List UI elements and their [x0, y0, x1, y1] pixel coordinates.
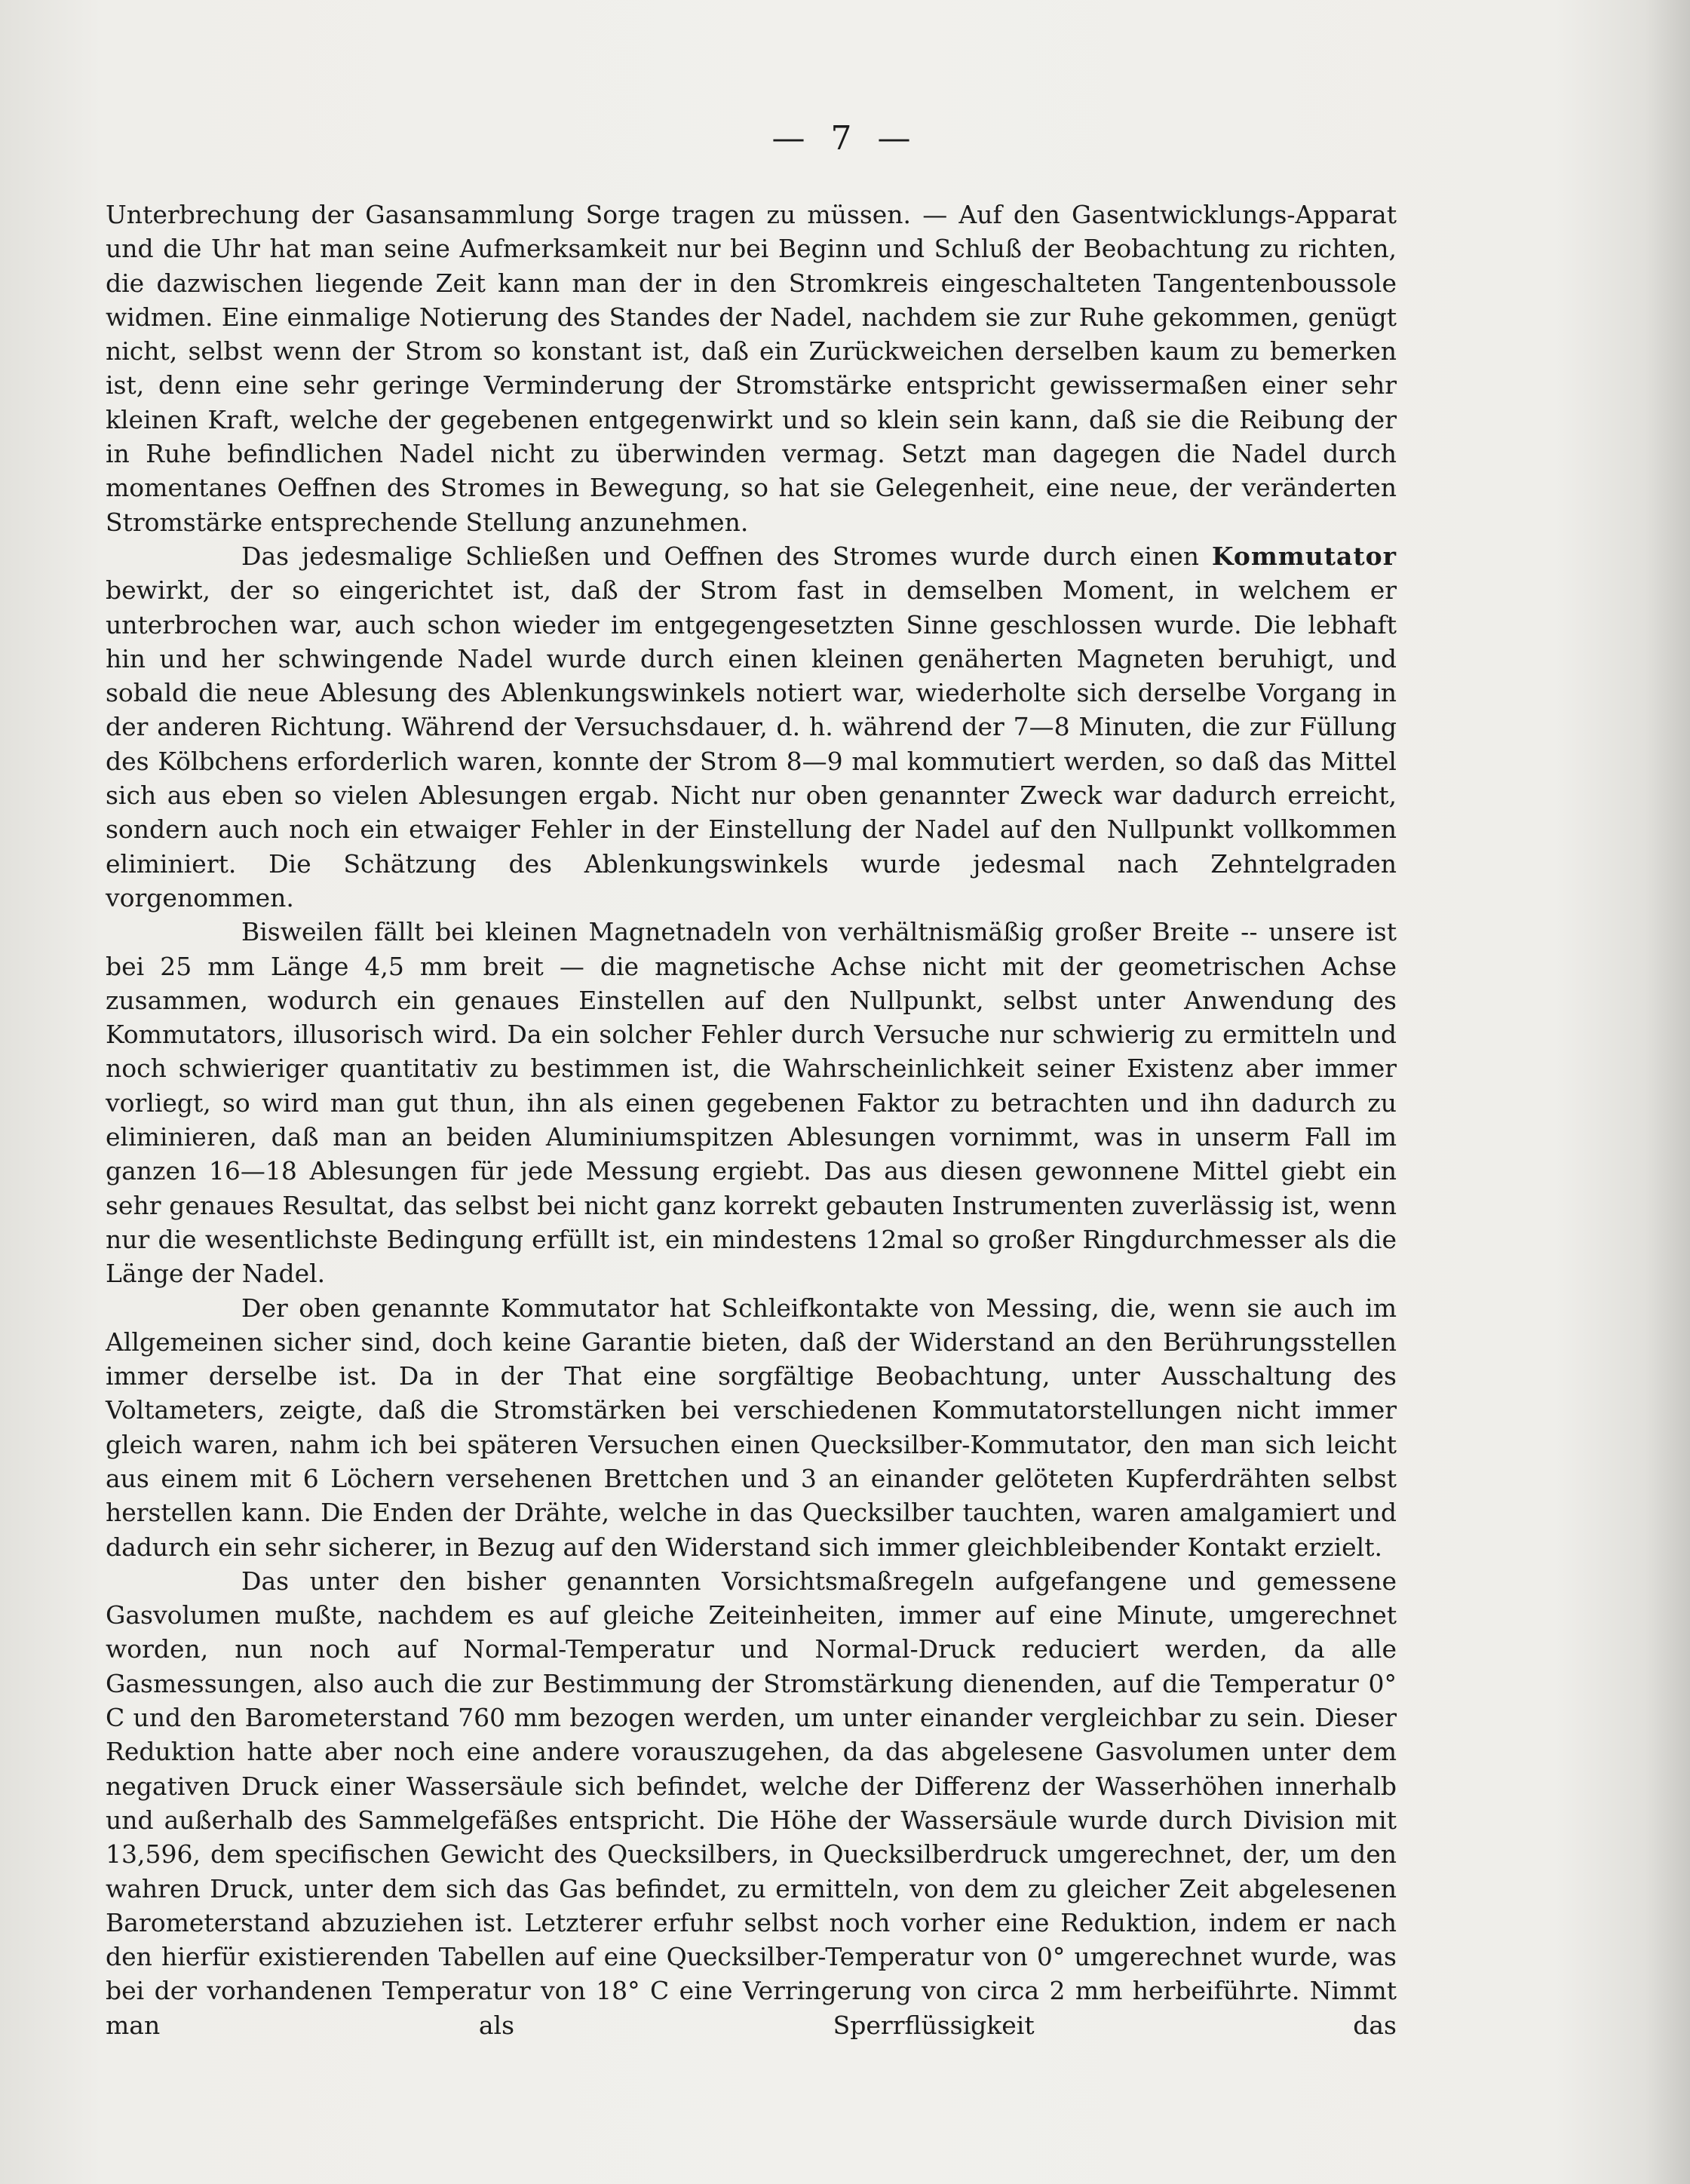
paragraph-2-rest: bewirkt, der so eingerichtet ist, daß der Strom fast in demselben Moment, in welchem er unterbrochen war, auch schon wieder im entgegengesetzten Sinne geschlossen wurde. Die lebhaft hin und her schwingende Nadel wurde durch einen kleinen genäherten Magneten beruhigt, und sobald die neue Ablesung des Ablenkungswinkels notiert war, wiederholte sich derselbe Vorgang in der anderen Richtung. Während der Versuchsdauer, d. h. während der 7—8 Minuten, die zur Füllung des Kölbchens erforderlich waren, konnte der Strom 8—9 mal kommutiert werden, so daß das Mittel sich aus eben so vielen Ablesungen ergab. Nicht nur oben genannter Zweck war dadurch erreicht, sondern auch noch ein etwaiger Fehler in der Einstellung der Nadel auf den Nullpunkt vollkommen eliminiert. Die Schätzung des Ablenkungswinkels wurde jedesmal nach Zehntelgraden vorgenommen. — [106, 575, 1397, 913]
paragraph-3: Bisweilen fällt bei kleinen Magnetnadeln von verhältnismäßig großer Breite -- unsere ist bei 25 mm Länge 4,5 mm breit — die magnetische Achse nicht mit der geometrischen Achse zusammen, wodurch ein genaues Einstellen auf den Nullpunkt, selbst unter Anwendung des Kommutators, illusorisch wird. Da ein solcher Fehler durch Versuche nur schwierig zu ermitteln und noch schwieriger quantitativ zu bestimmen ist, die Wahrscheinlichkeit seiner Existenz aber immer vorliegt, so wird man gut thun, ihn als einen gegebenen Faktor zu betrachten und ihn dadurch zu eliminieren, daß man an beiden Aluminiumspitzen Ablesungen vornimmt, was in unserm Fall im ganzen 16—18 Ablesungen für jede Messung ergiebt. Das aus diesen gewonnene Mittel giebt ein sehr genaues Resultat, das selbst bei nicht ganz korrekt gebauten Instrumenten zuverlässig ist, wenn nur die wesentlichste Bedingung erfüllt ist, ein mindestens 12mal so großer Ringdurchmesser als die Länge der Nadel. — [106, 917, 1397, 1289]
page-number: — 7 — — [771, 119, 919, 158]
paragraph-2-start: Das jedesmalige Schließen und Oeffnen des Stromes wurde durch einen — [241, 541, 1199, 571]
paragraph-2 — [106, 539, 1397, 915]
term-kommutator: Kommutator — [1211, 541, 1397, 571]
paragraph-5: Das unter den bisher genannten Vorsichtsmaßregeln aufgefangene und gemessene Gasvolumen mußte, nachdem es auf gleiche Zeiteinheiten, immer auf eine Minute, umgerechnet worden, nun noch auf Normal-Temperatur und Normal-Druck reduciert werden, da alle Gasmessungen, also auch die zur Bestimmung der Stromstärkung dienenden, auf die Temperatur 0° C und den Barometerstand 760 mm bezogen werden, um unter einander vergleichbar zu sein. Dieser Reduktion hatte aber noch eine andere vorauszugehen, da das abgelesene Gasvolumen unter dem negativen Druck einer Wassersäule sich befindet, welche der Differenz der Wasserhöhen innerhalb und außerhalb des Sammelgefäßes entspricht. Die Höhe der Wassersäule wurde durch Division mit 13,596, dem specifischen Gewicht des Quecksilbers, in Quecksilberdruck umgerechnet, der, um den wahren Druck, unter dem sich das Gas befindet, zu ermitteln, von dem zu gleicher Zeit abgelesenen Barometerstand abzuziehen ist. Letzterer erfuhr selbst noch vorher eine Reduktion, indem er nach den hierfür existierenden Tabellen auf eine Quecksilber-Temperatur von 0° umgerechnet wurde, was bei der vorhandenen Temperatur von 18° C eine Verringerung von circa 2 mm herbeiführte. Nimmt man als Sperrflüssigkeit das — [106, 1566, 1397, 2040]
body-text — [106, 198, 1397, 2042]
page-edge-shadow — [1645, 0, 1690, 2184]
paragraph-1: Unterbrechung der Gasansammlung Sorge tragen zu müssen. — Auf den Gasentwicklungs-Apparat und die Uhr hat man seine Aufmerksamkeit nur bei Beginn und Schluß der Beobachtung zu richten, die dazwischen liegende Zeit kann man der in den Stromkreis eingeschalteten Tangentenboussole widmen. Eine einmalige Notierung des Standes der Nadel, nachdem sie zur Ruhe gekommen, genügt nicht, selbst wenn der Strom so konstant ist, daß ein Zurückweichen derselben kaum zu bemerken ist, denn eine sehr geringe Verminderung der Stromstärke entspricht gewissermaßen einer sehr kleinen Kraft, welche der gegebenen entgegenwirkt und so klein sein kann, daß sie die Reibung der in Ruhe befindlichen Nadel nicht zu überwinden vermag. Setzt man dagegen die Nadel durch momentanes Oeffnen des Stromes in Bewegung, so hat sie Gelegenheit, eine neue, der veränderten Stromstärke entsprechende Stellung anzunehmen. — [106, 200, 1397, 537]
paragraph-4: Der oben genannte Kommutator hat Schleifkontakte von Messing, die, wenn sie auch im Allgemeinen sicher sind, doch keine Garantie bieten, daß der Widerstand an den Berührungsstellen immer derselbe ist. Da in der That eine sorgfältige Beobachtung, unter Ausschaltung des Voltameters, zeigte, daß die Stromstärken bei verschiedenen Kommutatorstellungen nicht immer gleich waren, nahm ich bei späteren Versuchen einen Quecksilber-Kommutator, den man sich leicht aus einem mit 6 Löchern versehenen Brettchen und 3 an einander gelöteten Kupferdrähten selbst herstellen kann. Die Enden der Drähte, welche in das Quecksilber tauchten, waren amalgamiert und dadurch ein sehr sicherer, in Bezug auf den Widerstand sich immer gleichbleibender Kontakt erzielt. — [106, 1293, 1397, 1562]
